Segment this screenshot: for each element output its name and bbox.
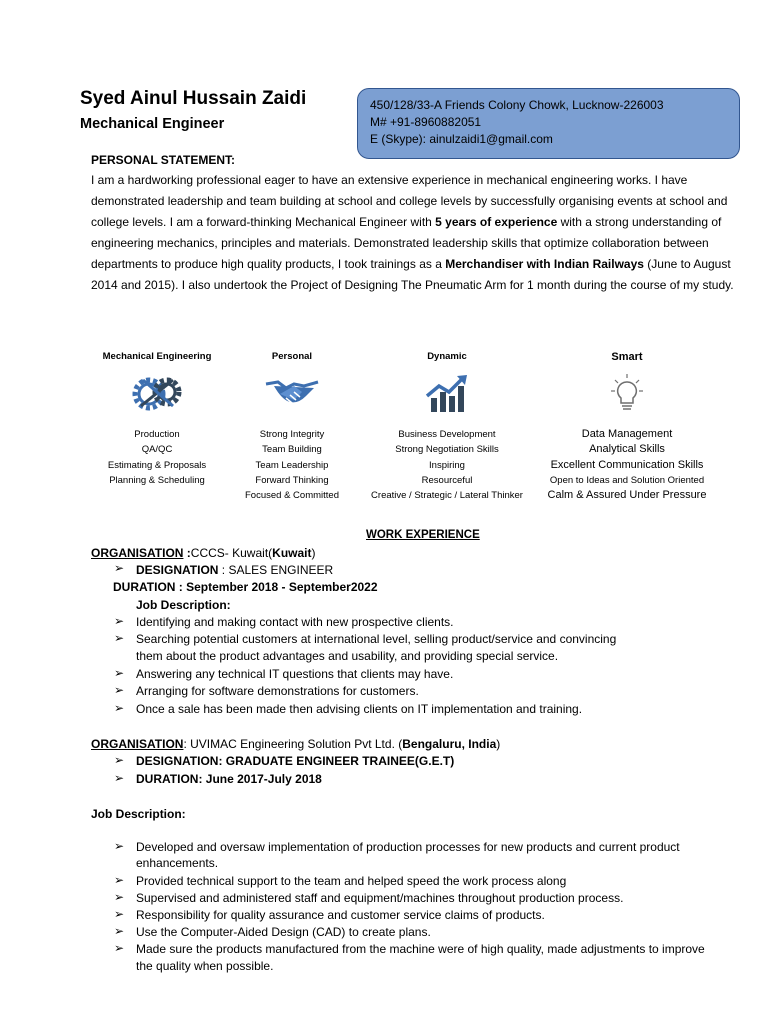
skill-item: Business Development [398,429,496,440]
org1-task: Once a sale has been made then advising clients on IT implementation and training. [136,702,583,716]
skill-item: Data Management [581,428,673,440]
org1-line: ORGANISATION :CCCS- Kuwait(Kuwait) [91,546,316,560]
skill-column-smart [542,350,712,503]
org2-task: Use the Computer-Aided Design (CAD) to create plans. [136,925,431,939]
org1-task-cont: them about the product advantages and usability, and providing special service. [136,649,559,663]
skill-column-personal [207,350,377,503]
skill-item: Planning & Scheduling [109,474,205,486]
skill-item: QA/QC [141,444,173,456]
personal-statement-heading: PERSONAL STATEMENT: [91,153,236,167]
job-title: Mechanical Engineer [80,116,225,132]
skill-item: Team Building [262,444,322,456]
lightbulb-icon [607,372,647,414]
org2-task: Supervised and administered staff and equipment/machines throughout production process. [136,891,624,905]
bullet-icon: ➢ [114,683,125,697]
bullet-icon: ➢ [114,873,125,887]
org2-duration: DURATION: June 2017-July 2018 [136,772,322,786]
candidate-name: Syed Ainul Hussain Zaidi [80,88,307,109]
skill-heading: Dynamic [427,351,467,362]
org1-duration: DURATION : September 2018 - September2022 [113,580,378,594]
skill-column-dynamic [362,350,532,503]
org2-line: ORGANISATION: UVIMAC Engineering Solution Pvt Ltd. (Bengaluru, India) [91,737,501,751]
work-experience-heading: WORK EXPERIENCE [366,529,480,541]
contact-box [357,88,740,159]
gears-icon [129,372,185,414]
growth-chart-icon [419,372,475,414]
email: E (Skype): ainulzaidi1@gmail.com [370,132,553,146]
skill-item: Strong Negotiation Skills [395,444,499,456]
address: 450/128/33-A Friends Colony Chowk, Lucknow-226003 [370,98,664,112]
skill-item: Strong Integrity [259,429,325,440]
skill-item: Analytical Skills [589,443,665,456]
bullet-icon: ➢ [114,614,125,628]
org2-designation: DESIGNATION: GRADUATE ENGINEER TRAINEE(G.E.T) [136,754,455,768]
org2-task-cont: the quality when possible. [136,959,274,973]
skill-heading: Personal [271,351,313,362]
bullet-icon: ➢ [114,753,125,767]
org2-task: Developed and oversaw implementation of production processes for new products and current product [136,840,680,854]
personal-statement-text: I am a hardworking professional eager to have an extensive experience in mechanical engineering works. I have demonstrated leadership and team building at school and college levels by successfully organising events at school and college levels. I am a forward-thinking Mechanical Engineer with 5 years of experience with a strong understanding of engineering mechanics, principles and materials. Demonstrated leadership skills that optimize collaboration between departments to produce high quality products, I took trainings as a Merchandiser with Indian Railways (June to August 2014 and 2015). I also undertook the Project of Designing The Pneumatic Arm for 1 month during the course of my study. [91,173,734,292]
org2-task: Made sure the products manufactured from the machine were of high quality, made adjustments to improve [136,942,705,956]
skill-item: Calm & Assured Under Pressure [547,489,707,502]
skill-item: Open to Ideas and Solution Oriented [549,474,705,486]
skill-item: Production [134,429,180,440]
bullet-icon: ➢ [114,666,125,680]
org2-job-desc-label: Job Description: [91,807,186,821]
bullet-icon: ➢ [114,839,125,853]
skill-item: Resourceful [421,474,473,486]
bullet-icon: ➢ [114,561,125,575]
bullet-icon: ➢ [114,924,125,938]
skill-item: Inspiring [429,459,465,471]
org1-task: Arranging for software demonstrations for customers. [136,684,419,698]
bullet-icon: ➢ [114,890,125,904]
bullet-icon: ➢ [114,771,125,785]
org1-task: Identifying and making contact with new prospective clients. [136,615,454,629]
skill-item: Creative / Strategic / Lateral Thinker [371,490,523,502]
skill-heading: Mechanical Engineering [102,351,212,362]
skill-item: Focused & Committed [245,490,339,502]
bullet-icon: ➢ [114,907,125,921]
bullet-icon: ➢ [114,631,125,645]
bullet-icon: ➢ [114,701,125,715]
skill-item: Estimating & Proposals [107,459,207,471]
phone: M# +91-8960882051 [370,115,482,129]
org1-job-desc-label: Job Description: [136,598,231,612]
org2-task: Responsibility for quality assurance and customer service claims of products. [136,908,545,922]
org1-task: Searching potential customers at international level, selling product/service and convincing [136,632,617,646]
skill-heading: Smart [611,351,643,363]
bullet-icon: ➢ [114,941,125,955]
skill-item: Team Leadership [255,459,329,471]
org1-designation: DESIGNATION : SALES ENGINEER [136,563,334,577]
org2-task: Provided technical support to the team and helped speed the work process along [136,874,567,888]
handshake-icon [264,372,320,414]
skill-item: Excellent Communication Skills [550,458,704,471]
skill-item: Forward Thinking [255,474,329,486]
org1-task: Answering any technical IT questions that clients may have. [136,667,454,681]
org2-task-cont: enhancements. [136,856,219,870]
